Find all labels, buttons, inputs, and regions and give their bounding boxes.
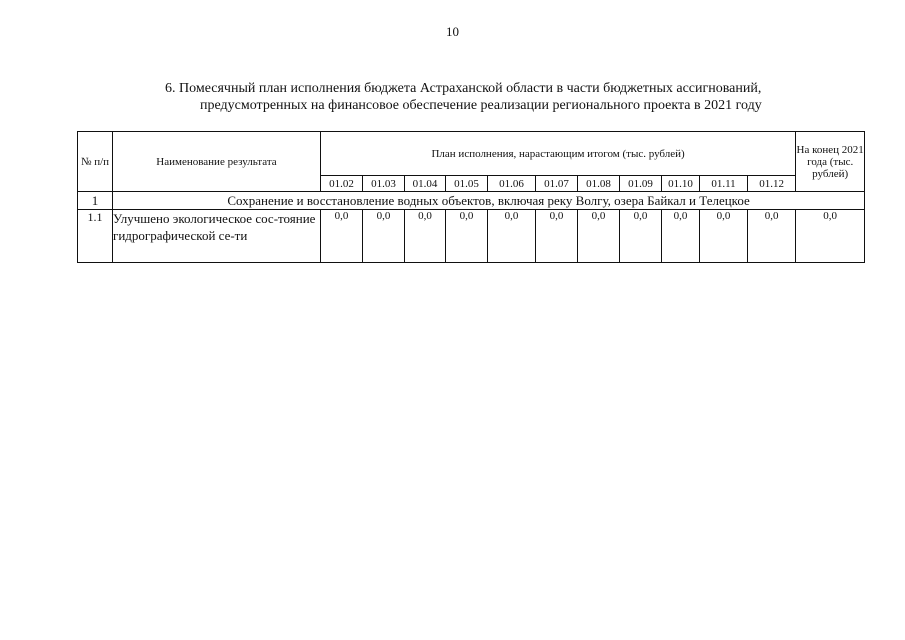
section-title: Сохранение и восстановление водных объектов, включая реку Волгу, озера Байкал и Телецкое [113,192,865,210]
header-month: 01.07 [536,176,578,192]
row-value: 0,0 [662,210,700,263]
header-num: № п/п [78,132,113,192]
row-value: 0,0 [363,210,405,263]
header-month: 01.03 [363,176,405,192]
row-value: 0,0 [620,210,662,263]
page-number: 10 [446,24,459,39]
header-end-of-year: На конец 2021 года (тыс. рублей) [796,132,865,192]
header-month: 01.05 [446,176,488,192]
header-plan: План исполнения, нарастающим итогом (тыс. рублей) [321,132,796,176]
document-heading [150,80,850,114]
row-value: 0,0 [446,210,488,263]
table-row [78,210,865,263]
section-row [78,192,865,210]
section-num: 1 [78,192,113,210]
budget-plan-table [77,131,865,263]
row-value: 0,0 [748,210,796,263]
row-value: 0,0 [536,210,578,263]
header-name: Наименование результата [113,132,321,192]
header-month: 01.11 [700,176,748,192]
row-value: 0,0 [578,210,620,263]
header-month: 01.10 [662,176,700,192]
header-month: 01.02 [321,176,363,192]
header-month: 01.06 [488,176,536,192]
heading-line-1: 6. Помесячный план исполнения бюджета Астраханской области в части бюджетных ассигнований, [165,81,762,96]
header-month: 01.12 [748,176,796,192]
header-row [78,132,865,176]
row-value: 0,0 [321,210,363,263]
row-num: 1.1 [78,210,113,263]
row-name: Улучшено экологическое сос-тояние гидрографической се-ти [113,210,321,263]
row-value: 0,0 [488,210,536,263]
header-month: 01.08 [578,176,620,192]
header-month: 01.04 [405,176,446,192]
row-value: 0,0 [700,210,748,263]
row-end-value: 0,0 [796,210,865,263]
header-month: 01.09 [620,176,662,192]
heading-line-2: предусмотренных на финансовое обеспечение реализации регионального проекта в 2021 году [200,98,762,113]
row-value: 0,0 [405,210,446,263]
